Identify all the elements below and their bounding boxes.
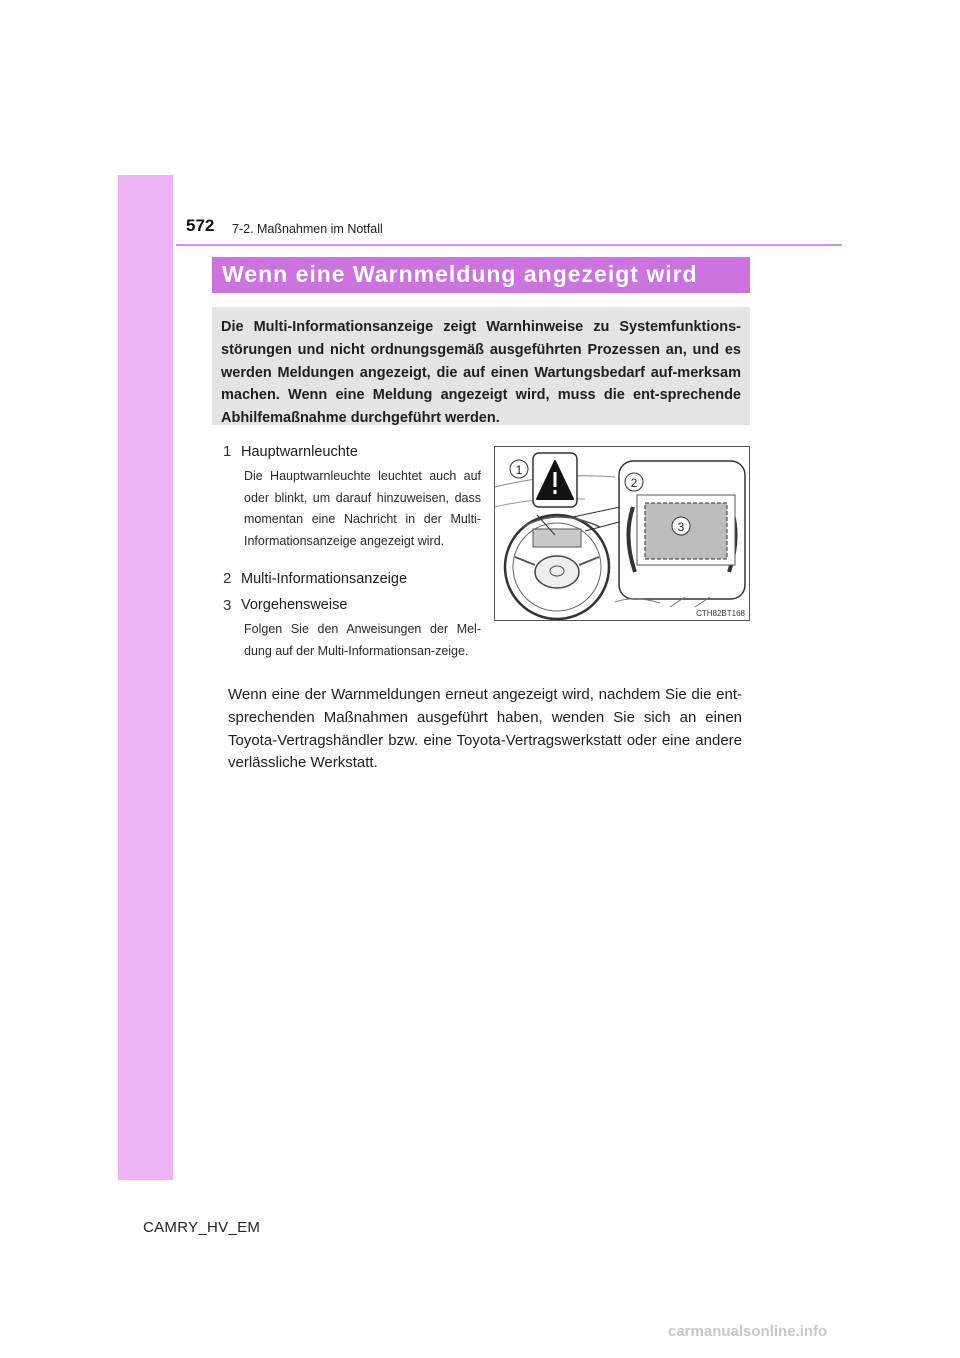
dashboard-drawing [495,447,749,620]
item-description-1: Die Hauptwarnleuchte leuchtet auch auf oder blinkt, um darauf hinzuweisen, dass momentan eine Nachricht in der Multi-Informationsanzeige angezeigt wird. [244,469,481,548]
callout-pointer-2 [573,507,620,517]
note-text: Wenn eine der Warnmeldungen erneut angezeigt wird, nachdem Sie die ent-sprechenden Maßnahmen ausgeführt haben, wenden Sie sich an einen Toyota-Vertragshändler bzw. eine Toyota-Vertragswerkstatt oder eine andere verlässliche Werkstatt. [228,686,742,772]
warning-exclamation [554,472,557,487]
callout-label-2: 2 [630,476,638,490]
item-title-2: Multi-Informationsanzeige [241,571,408,587]
page-heading: Wenn eine Warnmeldung angezeigt wird [222,261,698,287]
item-title-3: Vorgehensweise [241,597,348,613]
side-tab-band [118,175,173,1180]
warning-exclamation-dot [554,490,557,494]
header-divider [176,244,842,246]
item-number-3: 3 [223,597,232,614]
item-number-2: 2 [223,570,232,587]
steering-hub [535,556,579,588]
cluster-display [533,529,581,547]
illustration-code: CTH82BT168 [696,609,745,618]
watermark: carmanualsonline.info [668,1323,828,1340]
page-number: 572 [186,216,215,235]
item-description-3: Folgen Sie den Anweisungen der Mel-dung auf der Multi-Informationsan-zeige. [244,622,481,658]
section-title: 7-2. Maßnahmen im Notfall [232,222,383,236]
document-code: CAMRY_HV_EM [143,1219,261,1236]
callout-label-1: 1 [515,463,523,477]
intro-text: Die Multi-Informationsanzeige zeigt Warnhinweise zu Systemfunktions-störungen und nicht ordnungsgemäß ausgeführten Prozessen an, und es werden Meldungen angezeigt, die auf einen Wartungsbedarf auf-merksam machen. Wenn eine Meldung angezeigt wird, muss die ent-sprechende Abhilfemaßnahme durchgeführt werden. [221,319,741,427]
callout-label-3: 3 [677,520,685,534]
item-title-1: Hauptwarnleuchte [241,444,358,460]
intro-box [212,307,750,425]
dashboard-illustration [494,446,750,621]
heading-bar [212,257,750,293]
item-number-1: 1 [223,443,232,460]
